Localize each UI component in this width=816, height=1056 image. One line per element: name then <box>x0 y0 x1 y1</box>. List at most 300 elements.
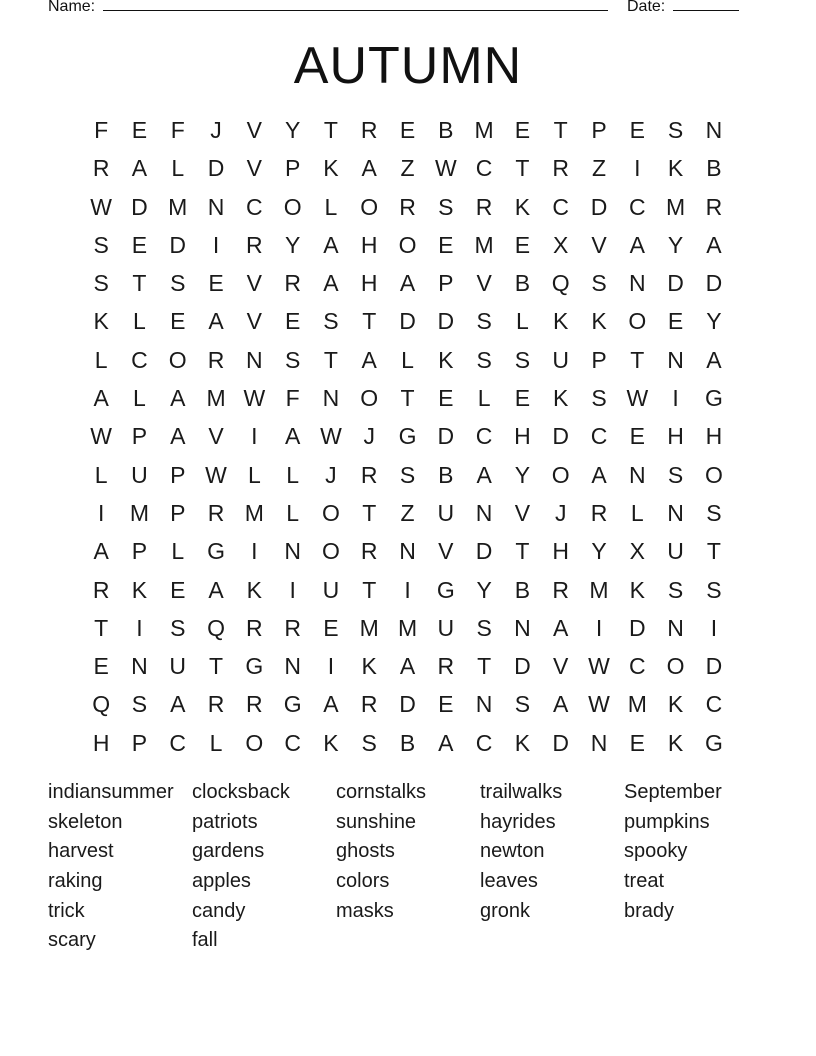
grid-letter[interactable]: R <box>246 614 263 641</box>
grid-letter[interactable]: N <box>514 614 531 641</box>
grid-letter[interactable]: Y <box>706 308 722 335</box>
grid-letter[interactable]: A <box>93 385 109 412</box>
grid-letter[interactable]: D <box>437 423 455 450</box>
grid-letter[interactable]: N <box>590 729 608 756</box>
grid-letter[interactable]: V <box>208 423 224 450</box>
grid-letter[interactable]: O <box>321 538 340 565</box>
grid-letter[interactable]: A <box>706 231 722 258</box>
word-list-item: indiansummer <box>48 781 174 803</box>
grid-letter[interactable]: K <box>514 193 531 220</box>
grid-letter[interactable]: R <box>92 576 110 603</box>
grid-letter[interactable]: S <box>131 691 148 718</box>
grid-letter[interactable]: S <box>667 461 684 488</box>
grid-letter[interactable]: D <box>399 691 416 718</box>
grid-letter[interactable]: N <box>399 538 416 565</box>
grid-letter[interactable]: K <box>131 576 148 603</box>
grid-letter[interactable]: F <box>285 385 300 412</box>
grid-letter[interactable]: G <box>704 729 723 756</box>
grid-letter[interactable]: T <box>553 117 568 143</box>
grid-letter[interactable]: B <box>438 461 454 488</box>
grid-letter[interactable]: L <box>94 461 108 488</box>
grid-letter[interactable]: S <box>93 270 109 297</box>
grid-letter[interactable]: Y <box>284 231 301 258</box>
grid-letter[interactable]: M <box>129 499 150 526</box>
grid-letter[interactable]: O <box>360 385 379 412</box>
grid-letter[interactable]: D <box>552 729 570 756</box>
grid-letter[interactable]: A <box>399 270 416 297</box>
grid-letter[interactable]: Y <box>284 117 301 143</box>
grid-letter[interactable]: B <box>514 576 531 603</box>
grid-letter[interactable]: A <box>629 231 645 258</box>
name-blank-line[interactable] <box>103 10 608 11</box>
grid-letter[interactable]: E <box>438 385 454 412</box>
grid-letter[interactable]: D <box>207 155 225 182</box>
grid-letter[interactable]: P <box>170 461 186 488</box>
word-list-item: treat <box>624 870 665 893</box>
grid-letter[interactable]: K <box>361 653 377 680</box>
grid-letter[interactable]: S <box>514 346 531 373</box>
grid-letter[interactable]: J <box>554 499 567 526</box>
grid-letter[interactable]: U <box>322 576 340 603</box>
grid-letter[interactable]: N <box>667 346 684 373</box>
grid-letter[interactable]: R <box>207 346 225 373</box>
grid-letter[interactable]: Z <box>591 155 607 182</box>
grid-letter[interactable]: S <box>399 461 416 488</box>
grid-letter[interactable]: N <box>246 346 263 373</box>
grid-letter[interactable]: I <box>634 155 641 182</box>
grid-letter[interactable]: D <box>131 193 148 220</box>
grid-letter[interactable]: S <box>706 576 722 603</box>
grid-letter[interactable]: A <box>323 691 339 718</box>
grid-letter[interactable]: Q <box>207 614 225 641</box>
grid-letter[interactable]: T <box>132 270 147 297</box>
grid-letter[interactable]: D <box>705 270 723 297</box>
grid-letter[interactable]: T <box>323 117 338 143</box>
grid-letter[interactable]: M <box>244 499 264 526</box>
word-list-item: masks <box>336 899 394 922</box>
grid-letter[interactable]: E <box>284 308 301 335</box>
grid-letter[interactable]: L <box>477 385 491 412</box>
grid-letter[interactable]: D <box>514 653 531 680</box>
grid-letter[interactable]: S <box>170 614 186 641</box>
grid-letter[interactable]: G <box>704 385 723 412</box>
grid-letter[interactable]: S <box>667 117 684 143</box>
grid-letter[interactable]: A <box>208 576 224 603</box>
grid-letter[interactable]: S <box>667 576 684 603</box>
grid-letter[interactable]: S <box>284 346 301 373</box>
grid-letter[interactable]: K <box>246 576 262 603</box>
grid-letter[interactable]: N <box>667 499 684 526</box>
grid-letter[interactable]: M <box>359 614 379 641</box>
grid-letter[interactable]: X <box>629 538 645 565</box>
grid-letter[interactable]: D <box>437 308 455 335</box>
grid-letter[interactable]: K <box>667 155 684 182</box>
grid-letter[interactable]: Q <box>92 691 111 718</box>
grid-letter[interactable]: C <box>475 729 493 756</box>
grid-letter[interactable]: I <box>404 576 411 603</box>
grid-letter[interactable]: R <box>399 193 416 220</box>
grid-letter[interactable]: L <box>324 193 338 220</box>
grid-letter[interactable]: S <box>361 729 377 756</box>
grid-letter[interactable]: K <box>553 308 569 335</box>
grid-letter[interactable]: K <box>93 308 109 335</box>
grid-letter[interactable]: T <box>630 346 645 373</box>
grid-letter[interactable]: H <box>705 423 723 450</box>
word-list-item: September <box>624 781 722 803</box>
grid-letter[interactable]: K <box>667 729 684 756</box>
grid-letter[interactable]: A <box>553 614 569 641</box>
grid-letter[interactable]: A <box>323 231 339 258</box>
grid-letter[interactable]: M <box>168 193 188 220</box>
grid-letter[interactable]: H <box>552 538 570 565</box>
grid-letter[interactable]: H <box>360 231 378 258</box>
grid-letter[interactable]: I <box>251 538 258 565</box>
grid-letter[interactable]: Z <box>400 499 415 526</box>
grid-letter[interactable]: O <box>666 653 685 680</box>
grid-letter[interactable]: N <box>667 614 684 641</box>
grid-letter[interactable]: C <box>590 423 608 450</box>
grid-letter[interactable]: K <box>438 346 454 373</box>
grid-letter[interactable]: S <box>93 231 109 258</box>
grid-letter[interactable]: I <box>97 499 105 526</box>
grid-letter[interactable]: M <box>397 614 418 641</box>
grid-letter[interactable]: T <box>477 653 492 680</box>
word-list-item: cornstalks <box>336 781 427 803</box>
grid-letter[interactable]: A <box>438 729 454 756</box>
grid-letter[interactable]: A <box>361 155 377 182</box>
grid-letter[interactable]: R <box>360 117 378 143</box>
grid-letter[interactable]: R <box>437 653 455 680</box>
grid-letter[interactable]: B <box>399 729 416 756</box>
grid-letter[interactable]: N <box>705 117 723 143</box>
grid-letter[interactable]: V <box>246 155 262 182</box>
grid-letter[interactable]: T <box>706 538 721 565</box>
grid-letter[interactable]: M <box>206 385 226 412</box>
grid-letter[interactable]: N <box>628 461 646 488</box>
grid-letter[interactable]: T <box>515 155 530 182</box>
grid-letter[interactable]: W <box>626 385 649 412</box>
grid-letter[interactable]: O <box>321 499 340 526</box>
grid-letter[interactable]: M <box>474 117 494 143</box>
grid-letter[interactable]: U <box>437 614 455 641</box>
grid-letter[interactable]: H <box>92 729 110 756</box>
grid-letter[interactable]: D <box>628 614 646 641</box>
grid-letter[interactable]: E <box>399 117 416 143</box>
grid-letter[interactable]: E <box>170 308 186 335</box>
grid-letter[interactable]: D <box>169 231 187 258</box>
grid-letter[interactable]: T <box>400 385 415 412</box>
grid-letter[interactable]: I <box>595 614 603 641</box>
grid-letter[interactable]: R <box>246 691 263 718</box>
grid-letter[interactable]: U <box>667 538 684 565</box>
grid-letter[interactable]: L <box>630 499 644 526</box>
grid-letter[interactable]: N <box>628 270 646 297</box>
grid-letter[interactable]: E <box>514 231 531 258</box>
grid-letter[interactable]: K <box>323 155 339 182</box>
grid-letter[interactable]: K <box>323 729 339 756</box>
grid-letter[interactable]: L <box>171 538 185 565</box>
grid-letter[interactable]: M <box>666 193 686 220</box>
grid-letter[interactable]: P <box>170 499 186 526</box>
grid-letter[interactable]: O <box>168 346 187 373</box>
grid-letter[interactable]: R <box>246 231 263 258</box>
grid-letter[interactable]: C <box>628 193 646 220</box>
grid-letter[interactable]: A <box>591 461 607 488</box>
grid-letter[interactable]: E <box>514 385 531 412</box>
grid-letter[interactable]: E <box>629 117 645 143</box>
word-list-item: clocksback <box>192 781 290 803</box>
grid-letter[interactable]: S <box>438 193 454 220</box>
grid-letter[interactable]: U <box>437 499 455 526</box>
grid-letter[interactable]: A <box>323 270 339 297</box>
grid-letter[interactable]: U <box>169 653 187 680</box>
grid-letter[interactable]: W <box>243 385 266 412</box>
grid-letter[interactable]: R <box>207 691 225 718</box>
grid-letter[interactable]: C <box>475 423 493 450</box>
grid-letter[interactable]: S <box>476 346 492 373</box>
grid-letter[interactable]: L <box>401 346 414 373</box>
grid-letter[interactable]: C <box>246 193 263 220</box>
grid-letter[interactable]: Y <box>514 461 531 488</box>
grid-letter[interactable]: C <box>475 155 493 182</box>
grid-letter[interactable]: K <box>514 729 531 756</box>
grid-letter[interactable]: O <box>360 193 379 220</box>
grid-letter[interactable]: I <box>672 385 679 412</box>
grid-letter[interactable]: U <box>131 461 148 488</box>
name-label: Name: <box>48 0 96 15</box>
grid-letter[interactable]: V <box>476 270 492 297</box>
grid-letter[interactable]: N <box>131 653 148 680</box>
grid-letter[interactable]: X <box>553 231 569 258</box>
grid-letter[interactable]: Y <box>591 538 607 565</box>
grid-letter[interactable]: S <box>591 385 607 412</box>
grid-letter[interactable]: A <box>170 691 186 718</box>
date-blank-line[interactable] <box>673 10 739 11</box>
grid-letter[interactable]: N <box>322 385 340 412</box>
grid-letter[interactable]: G <box>283 691 302 718</box>
grid-letter[interactable]: A <box>170 385 186 412</box>
grid-letter[interactable]: W <box>588 653 610 680</box>
grid-letter[interactable]: G <box>207 538 225 565</box>
grid-letter[interactable]: Y <box>667 231 684 258</box>
grid-letter[interactable]: T <box>209 653 224 680</box>
grid-letter[interactable]: T <box>362 308 377 335</box>
grid-letter[interactable]: O <box>283 193 302 220</box>
grid-letter[interactable]: C <box>705 691 723 718</box>
grid-letter[interactable]: R <box>284 270 301 297</box>
grid-letter[interactable]: K <box>667 691 684 718</box>
grid-letter[interactable]: I <box>289 576 296 603</box>
grid-letter[interactable]: L <box>133 385 146 412</box>
grid-letter[interactable]: V <box>246 270 262 297</box>
grid-letter[interactable]: B <box>438 117 454 143</box>
grid-letter[interactable]: H <box>667 423 684 450</box>
grid-letter[interactable]: N <box>475 691 493 718</box>
grid-letter[interactable]: R <box>207 499 225 526</box>
grid-letter[interactable]: E <box>667 308 684 335</box>
grid-letter[interactable]: T <box>323 346 338 373</box>
grid-letter[interactable]: L <box>94 346 108 373</box>
grid-letter[interactable]: S <box>514 691 531 718</box>
grid-letter[interactable]: G <box>398 423 417 450</box>
grid-letter[interactable]: S <box>323 308 339 335</box>
grid-letter[interactable]: N <box>475 499 493 526</box>
grid-letter[interactable]: R <box>552 576 570 603</box>
grid-letter[interactable]: A <box>93 538 109 565</box>
grid-letter[interactable]: E <box>170 576 186 603</box>
grid-letter[interactable]: E <box>438 231 454 258</box>
grid-letter[interactable]: H <box>514 423 531 450</box>
grid-letter[interactable]: E <box>514 117 531 143</box>
grid-letter[interactable]: R <box>92 155 110 182</box>
grid-letter[interactable]: A <box>706 346 722 373</box>
grid-letter[interactable]: P <box>131 423 148 450</box>
grid-letter[interactable]: S <box>476 614 492 641</box>
grid-letter[interactable]: M <box>589 576 609 603</box>
grid-letter[interactable]: V <box>591 231 607 258</box>
grid-letter[interactable]: R <box>552 155 570 182</box>
grid-letter[interactable]: G <box>245 653 264 680</box>
grid-letter[interactable]: I <box>251 423 258 450</box>
grid-letter[interactable]: Q <box>551 270 570 297</box>
grid-letter[interactable]: R <box>475 193 493 220</box>
grid-letter[interactable]: P <box>284 155 301 182</box>
grid-letter[interactable]: O <box>551 461 570 488</box>
grid-letter[interactable]: B <box>706 155 722 182</box>
grid-letter[interactable]: E <box>93 653 109 680</box>
grid-letter[interactable]: R <box>284 614 301 641</box>
grid-letter[interactable]: M <box>627 691 647 718</box>
grid-letter[interactable]: E <box>438 691 454 718</box>
grid-letter[interactable]: F <box>170 117 185 143</box>
grid-letter[interactable]: V <box>246 117 262 143</box>
grid-letter[interactable]: F <box>94 117 109 143</box>
grid-letter[interactable]: A <box>476 461 492 488</box>
grid-letter[interactable]: I <box>136 614 143 641</box>
grid-letter[interactable]: B <box>514 270 531 297</box>
grid-letter[interactable]: D <box>590 193 608 220</box>
grid-letter[interactable]: A <box>284 423 301 450</box>
grid-letter[interactable]: A <box>170 423 186 450</box>
grid-letter[interactable]: S <box>476 308 492 335</box>
grid-letter[interactable]: C <box>131 346 148 373</box>
grid-letter[interactable]: R <box>360 538 378 565</box>
grid-letter[interactable]: P <box>131 729 148 756</box>
grid-letter[interactable]: P <box>131 538 148 565</box>
grid-letter[interactable]: N <box>284 538 301 565</box>
grid-letter[interactable]: L <box>171 155 185 182</box>
grid-letter[interactable]: D <box>399 308 416 335</box>
grid-letter[interactable]: T <box>362 499 377 526</box>
grid-letter[interactable]: T <box>362 576 377 603</box>
grid-letter[interactable]: A <box>131 155 148 182</box>
grid-letter[interactable]: Y <box>476 576 492 603</box>
grid-letter[interactable]: V <box>438 538 454 565</box>
grid-letter[interactable]: R <box>705 193 723 220</box>
word-list-item: brady <box>624 899 675 922</box>
grid-letter[interactable]: E <box>323 614 339 641</box>
grid-letter[interactable]: W <box>90 193 112 220</box>
grid-letter[interactable]: A <box>361 346 377 373</box>
grid-letter[interactable]: U <box>552 346 570 373</box>
word-list-item: colors <box>336 870 390 893</box>
grid-letter[interactable]: O <box>628 308 647 335</box>
grid-letter[interactable]: K <box>629 576 645 603</box>
grid-letter[interactable]: W <box>320 423 342 450</box>
grid-letter[interactable]: P <box>591 346 607 373</box>
grid-letter[interactable]: R <box>360 691 378 718</box>
grid-letter[interactable]: M <box>474 231 494 258</box>
grid-letter[interactable]: G <box>436 576 455 603</box>
grid-letter[interactable]: N <box>284 653 301 680</box>
grid-letter[interactable]: L <box>286 461 300 488</box>
grid-letter[interactable]: V <box>553 653 569 680</box>
grid-letter[interactable]: K <box>591 308 607 335</box>
grid-letter[interactable]: A <box>399 653 416 680</box>
grid-letter[interactable]: J <box>325 461 337 488</box>
grid-letter[interactable]: J <box>363 423 375 450</box>
grid-letter[interactable]: V <box>246 308 262 335</box>
grid-letter[interactable]: L <box>516 308 529 335</box>
grid-letter[interactable]: L <box>247 461 261 488</box>
grid-letter[interactable]: C <box>284 729 301 756</box>
grid-letter[interactable]: W <box>434 155 457 182</box>
grid-letter[interactable]: D <box>552 423 570 450</box>
grid-letter[interactable]: K <box>553 385 569 412</box>
grid-letter[interactable]: A <box>208 308 224 335</box>
grid-letter[interactable]: D <box>475 538 493 565</box>
grid-letter[interactable]: T <box>515 538 530 565</box>
grid-letter[interactable]: A <box>553 691 569 718</box>
grid-letter[interactable]: I <box>212 231 220 258</box>
grid-letter[interactable]: O <box>245 729 264 756</box>
grid-letter[interactable]: R <box>590 499 608 526</box>
grid-letter[interactable]: W <box>205 461 227 488</box>
grid-letter[interactable]: I <box>710 614 718 641</box>
grid-letter[interactable]: N <box>207 193 225 220</box>
grid-letter[interactable]: L <box>133 308 146 335</box>
grid-letter[interactable]: O <box>398 231 417 258</box>
grid-letter[interactable]: T <box>94 614 109 641</box>
grid-letter[interactable]: J <box>210 117 222 143</box>
grid-letter[interactable]: E <box>208 270 224 297</box>
grid-letter[interactable]: E <box>131 117 148 143</box>
grid-letter[interactable]: D <box>667 270 684 297</box>
grid-letter[interactable]: E <box>629 729 645 756</box>
grid-letter[interactable]: C <box>628 653 646 680</box>
grid-letter[interactable]: L <box>286 499 300 526</box>
grid-letter[interactable]: Z <box>400 155 415 182</box>
grid-letter[interactable]: C <box>169 729 187 756</box>
grid-letter[interactable]: E <box>131 231 148 258</box>
grid-letter[interactable]: W <box>90 423 112 450</box>
grid-letter[interactable]: S <box>170 270 186 297</box>
grid-letter[interactable]: S <box>591 270 607 297</box>
grid-letter[interactable]: R <box>360 461 378 488</box>
grid-letter[interactable]: V <box>514 499 531 526</box>
grid-letter[interactable]: H <box>360 270 378 297</box>
grid-letter[interactable]: L <box>209 729 223 756</box>
grid-letter[interactable]: E <box>629 423 645 450</box>
grid-letter[interactable]: C <box>552 193 570 220</box>
grid-letter[interactable]: S <box>706 499 722 526</box>
grid-letter[interactable]: D <box>705 653 723 680</box>
grid-letter[interactable]: I <box>327 653 335 680</box>
grid-letter[interactable]: O <box>704 461 723 488</box>
grid-letter[interactable]: P <box>591 117 607 143</box>
grid-letter[interactable]: P <box>438 270 454 297</box>
grid-letter[interactable]: W <box>588 691 610 718</box>
